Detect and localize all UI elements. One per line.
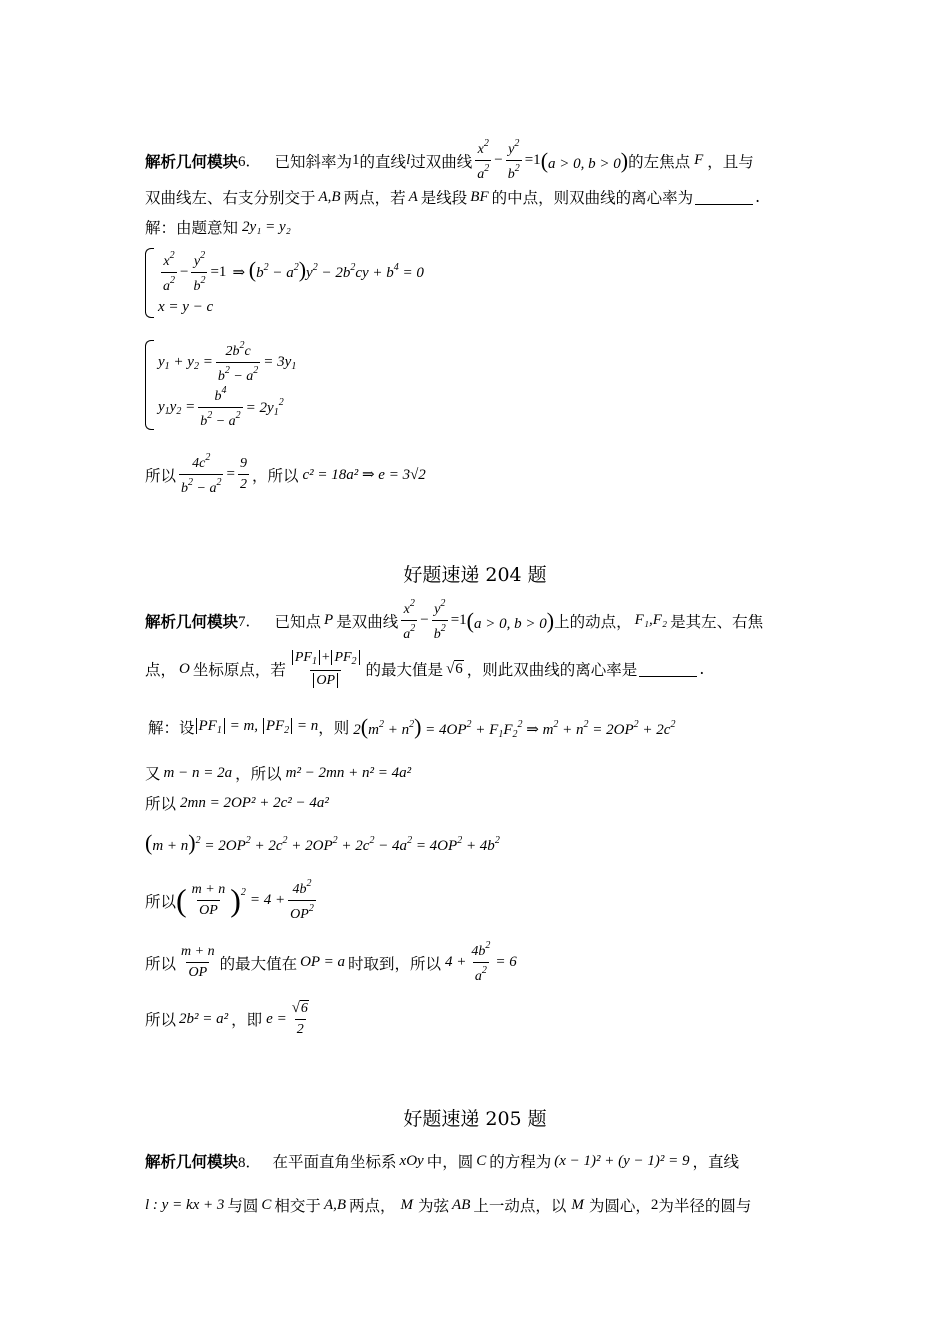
problem8-circle-c: C	[261, 1196, 272, 1213]
problem7-text: 是双曲线	[336, 612, 399, 631]
problem6-result: 所以 $\frac{4c^2}{b^2 - a^2}$ = $\frac{9}{2}$ ，所以 c² = 18a² ⇒ e = 3√2	[145, 452, 426, 497]
problem6-number: 6．	[238, 154, 261, 171]
problem6-point-a: A	[408, 188, 418, 205]
problem6-text: .	[755, 188, 761, 206]
problem8-line2	[145, 1194, 751, 1216]
problem7-sol-line5: 所以 ( $\frac{m + n}{OP}$ )$^2$ = 4 + $\frac{4b^2}{OP^2}$	[145, 878, 314, 923]
problem6-segment: BF	[470, 188, 489, 205]
problem6-label: 解析几何模块	[145, 151, 239, 171]
problem7-text: .	[699, 660, 705, 679]
solution-text: 的最大值在	[219, 954, 298, 973]
problem6-text: 的左焦点	[628, 152, 691, 171]
problem8-text: 与圆	[227, 1197, 259, 1215]
solution-text: 所以	[145, 466, 177, 485]
problem8-label: 解析几何模块	[145, 1152, 239, 1171]
solution-text: 所以	[145, 795, 177, 813]
problem7-text: ，则此双曲线的离心率是	[466, 661, 638, 680]
solution-text: ，所以	[235, 765, 282, 783]
problem8-text: 为弦	[418, 1197, 450, 1215]
problem8-points: A,B	[323, 1196, 347, 1213]
solution-math: 2b² = a²	[179, 1010, 229, 1027]
solution-text: 时取到，所以	[347, 954, 441, 973]
answer-blank	[695, 190, 753, 205]
solution-math: c² = 18a² ⇒ e = 3√2	[302, 467, 426, 484]
solution-math: 2y₁ = y₂	[242, 218, 291, 235]
problem8-text: 在平面直角坐标系	[272, 1153, 397, 1171]
problem8-number: 8．	[238, 1154, 261, 1171]
solution-text: 所以	[145, 954, 177, 973]
problem7-sol-line6: 所以 $\frac{m + n}{OP}$ 的最大值在 OP = a 时取到，所以 4 + $\frac{4b^2}{a^2}$ = 6	[145, 940, 517, 985]
solution-text: ，则	[318, 719, 350, 737]
problem8-text: 两点，	[349, 1197, 396, 1215]
problem7-origin: O	[179, 660, 190, 677]
solution-text: ，即	[231, 1011, 263, 1030]
problem8-line-eq: l : y = kx + 3	[145, 1196, 225, 1213]
problem6-text: 过双曲线	[410, 152, 473, 171]
section-heading-204: 好题速递 204 题	[403, 564, 547, 586]
solution-text: 解：设	[148, 719, 195, 737]
section-heading-205: 好题速递 205 题	[403, 1108, 547, 1130]
solution-math: 2mn = 2OP² + 2c² − 4a²	[180, 794, 329, 811]
problem8-equation: (x − 1)² + (y − 1)² = 9	[554, 1152, 690, 1169]
problem7-text: 是其左、右焦	[670, 612, 764, 631]
problem6-text: 两点，若	[343, 189, 406, 207]
problem7-sol-line7: 所以 2b² = a² ，即 e = $\frac{√6}{2}$	[145, 1000, 308, 1038]
problem6-solution-intro	[145, 216, 291, 238]
problem7-line2: 点， O 坐标原点，若 $\frac{PF_1 + PF_2}{OP}$ 的最大值是 √6 ，则此双曲线的离心率是 .	[145, 650, 705, 688]
problem8-point-m: M	[400, 1196, 414, 1213]
problem6-slope: 1	[352, 152, 360, 169]
problem6-line2	[145, 186, 760, 208]
problem6-text: 的直线	[359, 152, 407, 171]
problem7-foci: F₁,F₂	[634, 612, 668, 629]
problem8-point-m: M	[571, 1196, 584, 1213]
solution-math: m² − 2mn + n² = 4a²	[285, 764, 412, 781]
problem8-line1	[145, 1150, 739, 1172]
problem7-number: 7．	[238, 614, 261, 631]
problem8-radius: 2	[650, 1196, 659, 1213]
problem7-text: 的最大值是	[365, 661, 444, 680]
problem7-text: 已知点	[274, 612, 322, 631]
solution-math: m − n = 2a	[163, 764, 233, 781]
problem6-line-l: l	[406, 152, 411, 169]
problem7-text: 上的动点，	[554, 612, 632, 631]
problem8-circle-c: C	[476, 1152, 487, 1169]
problem6-line1: 解析几何模块 6． 已知斜率为 1 的直线 l 过双曲线 $\frac{x^2}{a^2}$ − $\frac{y^2}{b^2}$ =1 (a > 0, b > 0) 的左焦点 F ，且与	[145, 138, 754, 183]
problem8-text: 的方程为	[489, 1153, 552, 1171]
problem6-text: ，且与	[707, 152, 754, 171]
solution-text: 所以	[145, 892, 177, 911]
problem8-text: 为半径的圆与	[658, 1197, 752, 1215]
solution-math: OP = a	[300, 954, 345, 971]
problem6-system2: $y_1 + y_2$ = $\frac{2b^2c}{b^2 - a^2}$ = $3y_1$ $y_1y_2$ = $\frac{b^4}{b^2 - a^2}$ = $2y_1^2$	[145, 340, 296, 430]
problem8-text: 中，圆	[426, 1153, 474, 1171]
problem8-text: 为圆心，	[588, 1197, 651, 1215]
problem6-points: A,B	[318, 188, 341, 205]
problem6-focus-f: F	[694, 152, 704, 169]
problem7-line1: 解析几何模块 7． 已知点 P 是双曲线 $\frac{x^2}{a^2}$ − $\frac{y^2}{b^2}$ =1 (a > 0, b > 0) 上的动点， F₁,F₂ 是其左、右焦	[145, 598, 764, 643]
fraction-x2-a2: $\frac{x^2}{a^2}$	[477, 138, 490, 183]
problem7-label: 解析几何模块	[145, 611, 239, 631]
problem6-text: 已知斜率为	[274, 152, 353, 171]
problem8-text: 上一动点，以	[473, 1197, 567, 1215]
problem8-text: 相交于	[274, 1197, 321, 1215]
answer-blank	[639, 662, 697, 677]
solution-text: 所以	[145, 1011, 177, 1030]
problem7-text: 坐标原点，若	[192, 661, 286, 680]
solution-text: 又	[145, 765, 161, 783]
problem7-sol-line2	[145, 762, 411, 784]
problem7-sol-line3	[145, 792, 329, 814]
solution-text: 解：由题意知	[145, 219, 239, 237]
fraction-y2-b2: $\frac{y^2}{b^2}$	[507, 138, 520, 183]
solution-text: ，所以	[251, 466, 299, 485]
problem6-text: 的中点，则双曲线的离心率为	[491, 189, 694, 207]
problem8-chord: AB	[452, 1196, 471, 1213]
problem7-sol-line1: 解：设 $PF_1 = m$, $PF_2 = n$ ，则 $2(m^2 + n^2) = 4OP^2 + F_1F_2^2$ ⇒ $m^2 + n^2 = 2OP^2 + 2c^2$	[148, 714, 676, 740]
problem7-sol-line4: $(m + n)^2 = 2OP^2 + 2c^2 + 2OP^2 + 2c^2 - 4a^2 = 4OP^2 + 4b^2$	[145, 830, 500, 855]
problem6-text: 是线段	[420, 189, 468, 207]
problem7-point-p: P	[324, 612, 334, 629]
problem8-text: ，直线	[692, 1153, 740, 1171]
problem7-text: 点，	[145, 661, 177, 680]
problem6-system1: $\frac{x^2}{a^2}$ − $\frac{y^2}{b^2}$ =1 x = y − c ⇒ $(b^2 - a^2)y^2 - 2b^2cy + b^4 = 0$	[145, 248, 424, 318]
problem6-text: 双曲线左、右支分别交于	[145, 189, 316, 207]
problem8-coord-system: xOy	[399, 1152, 424, 1169]
